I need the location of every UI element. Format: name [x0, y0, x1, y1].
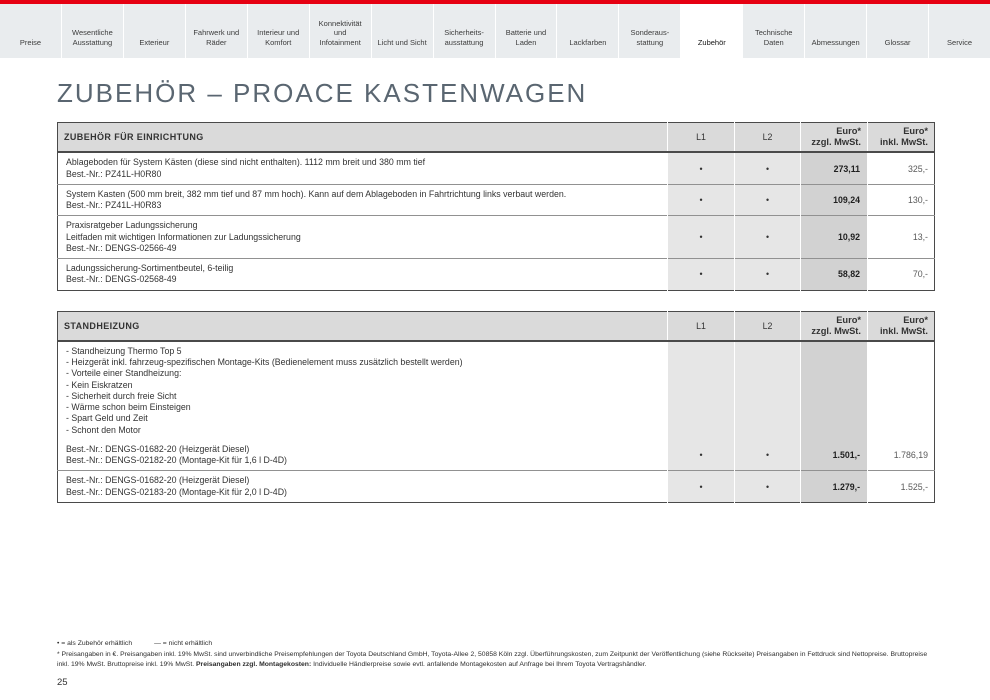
item-description — [58, 471, 668, 503]
gross-price: 13,- — [868, 216, 935, 259]
feature-line: - Wärme schon beim Einsteigen — [66, 402, 191, 413]
item-description — [58, 259, 668, 291]
item-description — [58, 341, 668, 440]
tab-glossar[interactable]: Glossar — [867, 4, 928, 58]
gross-header-line1: Euro* — [903, 314, 928, 325]
part-number-line: Best.-Nr.: PZ41L-H0R80 — [66, 168, 162, 179]
column-header-l1: L1 — [668, 311, 735, 341]
gross-price: 70,- — [868, 259, 935, 291]
net-header-line1: Euro* — [836, 126, 861, 136]
net-header-line2: zzgl. MwSt. — [811, 325, 861, 336]
availability-dot-l2: • — [735, 471, 801, 503]
table-section-title: STANDHEIZUNG — [58, 311, 668, 341]
net-price: 1.501,- — [801, 440, 868, 471]
accessories-table-einrichtung — [57, 122, 935, 291]
gross-price: 1.525,- — [868, 471, 935, 503]
feature-line: - Schont den Motor — [66, 424, 141, 435]
tab-interieur-und-komfort[interactable]: Interieur und Komfort — [248, 4, 309, 58]
table-row — [58, 216, 935, 259]
empty-cell — [668, 341, 735, 440]
part-number-line: Best.-Nr.: DENGS-02566-49 — [66, 242, 177, 253]
table-header-row — [58, 123, 935, 153]
availability-dot-l2: • — [735, 259, 801, 291]
net-price: 58,82 — [801, 259, 868, 291]
tab-navigation — [0, 0, 990, 58]
availability-dot-l2: • — [735, 152, 801, 184]
availability-dot-l1: • — [668, 259, 735, 291]
net-price: 10,92 — [801, 216, 868, 259]
net-header-line1: Euro* — [836, 314, 861, 325]
net-price: 1.279,- — [801, 471, 868, 503]
availability-dot-l1: • — [668, 152, 735, 184]
tab-technische-daten[interactable]: Technische Daten — [743, 4, 804, 58]
availability-dot-l1: • — [668, 216, 735, 259]
tab-sonderausstattung[interactable]: Sonderausstattung — [619, 4, 680, 58]
column-header-gross-price — [868, 123, 935, 153]
column-header-net-price — [801, 311, 868, 341]
feature-line: - Spart Geld und Zeit — [66, 413, 148, 424]
tab-abmessungen[interactable]: Abmessungen — [805, 4, 866, 58]
table-intro-row — [58, 341, 935, 440]
feature-line: - Sicherheit durch freie Sicht — [66, 390, 177, 401]
gross-price: 1.786,19 — [868, 440, 935, 471]
availability-dot-l2: • — [735, 440, 801, 471]
table-section-title: ZUBEHÖR FÜR EINRICHTUNG — [58, 123, 668, 153]
part-number-line: Best.-Nr.: DENGS-02183-20 (Montage-Kit für 2,0 l D-4D) — [66, 486, 287, 497]
net-price: 273,11 — [801, 152, 868, 184]
gross-price: 325,- — [868, 152, 935, 184]
item-description — [58, 184, 668, 216]
description-line: Ladungssicherung-Sortimentbeutel, 6-teilig — [66, 263, 234, 274]
availability-dot-l1: • — [668, 440, 735, 471]
table-row — [58, 440, 935, 471]
feature-line: - Heizgerät inkl. fahrzeug-spezifischen Montage-Kits (Bedienelement muss zusätzlich bestellt werden) — [66, 357, 463, 368]
table-row — [58, 471, 935, 503]
legend-available: • = als Zubehör erhältlich — [57, 640, 133, 648]
tab-konnektivitaet-und-infotainment[interactable]: Konnektivität und Infotainment — [310, 4, 371, 58]
empty-cell — [801, 341, 868, 440]
feature-line: - Kein Eiskratzen — [66, 379, 133, 390]
table-row — [58, 184, 935, 216]
column-header-l2: L2 — [735, 123, 801, 153]
net-header-line2: zzgl. MwSt. — [811, 137, 861, 148]
tab-zubehoer[interactable]: Zubehör — [681, 4, 742, 58]
tab-preise[interactable]: Preise — [0, 4, 61, 58]
availability-dot-l1: • — [668, 184, 735, 216]
table-row — [58, 152, 935, 184]
table-header-row — [58, 311, 935, 341]
column-header-gross-price — [868, 311, 935, 341]
column-header-l1: L1 — [668, 123, 735, 153]
part-number-line: Best.-Nr.: DENGS-02182-20 (Montage-Kit für 1,6 l D-4D) — [66, 455, 287, 466]
footnotes — [57, 639, 934, 670]
price-footnote — [57, 650, 934, 670]
net-price: 109,24 — [801, 184, 868, 216]
tab-exterieur[interactable]: Exterieur — [124, 4, 185, 58]
part-number-line: Best.-Nr.: DENGS-01682-20 (Heizgerät Diesel) — [66, 475, 250, 486]
column-header-net-price — [801, 123, 868, 153]
empty-cell — [735, 341, 801, 440]
description-line: Praxisratgeber Ladungssicherung — [66, 220, 198, 231]
tab-lackfarben[interactable]: Lackfarben — [557, 4, 618, 58]
description-line: Ablageboden für System Kästen (diese sind nicht enthalten). 1112 mm breit und 380 mm tief — [66, 157, 426, 168]
gross-header-line2: inkl. MwSt. — [879, 325, 928, 336]
tab-sicherheitsausstattung[interactable]: Sicherheitsausstattung — [434, 4, 495, 58]
page-number: 25 — [57, 677, 68, 688]
description-line: Leitfaden mit wichtigen Informationen zur Ladungssicherung — [66, 231, 301, 242]
description-line: System Kasten (500 mm breit, 382 mm tief und 87 mm hoch). Kann auf dem Ablageboden in Fahrtrichtung links verbaut werden. — [66, 188, 567, 199]
column-header-l2: L2 — [735, 311, 801, 341]
footnote-bold-text: Preisangaben zzgl. Montagekosten: — [196, 660, 312, 668]
item-description — [58, 440, 668, 471]
empty-cell — [868, 341, 935, 440]
legend-not-available: — = nicht erhältlich — [154, 640, 213, 648]
feature-line: - Standheizung Thermo Top 5 — [66, 345, 182, 356]
part-number-line: Best.-Nr.: PZ41L-H0R83 — [66, 200, 162, 211]
availability-dot-l1: • — [668, 471, 735, 503]
page-title: ZUBEHÖR – PROACE KASTENWAGEN — [57, 78, 588, 108]
part-number-line: Best.-Nr.: DENGS-01682-20 (Heizgerät Diesel) — [66, 443, 250, 454]
availability-legend — [57, 639, 934, 649]
gross-header-line2: inkl. MwSt. — [879, 137, 928, 148]
availability-dot-l2: • — [735, 184, 801, 216]
part-number-line: Best.-Nr.: DENGS-02568-49 — [66, 274, 177, 285]
tab-wesentliche-ausstattung[interactable]: Wesentliche Ausstattung — [62, 4, 123, 58]
item-description — [58, 152, 668, 184]
tab-service[interactable]: Service — [929, 4, 990, 58]
availability-dot-l2: • — [735, 216, 801, 259]
tab-batterie-und-laden[interactable]: Batterie und Laden — [496, 4, 557, 58]
feature-line: - Vorteile einer Standheizung: — [66, 368, 182, 379]
table-row — [58, 259, 935, 291]
gross-header-line1: Euro* — [903, 126, 928, 136]
item-description — [58, 216, 668, 259]
accessories-table-standheizung — [57, 311, 935, 503]
gross-price: 130,- — [868, 184, 935, 216]
footnote-text: Individuelle Händlerpreise sowie evtl. anfallende Montagekosten auf Anfrage bei Ihrem Toyota Vertragshändler. — [311, 660, 647, 668]
footnote-text: * Preisangaben in €. Preisangaben inkl. 19% MwSt. sind unverbindliche Preisempfehlungen der Toyota Deutschland GmbH, Toyota-Allee 2, 50858 Köln zzgl. Überführungskosten, zum Zeitpunkt der Veröffentlichung (siehe Rückseite) Preisangaben in Fettdruck sind Nettopreise. Bruttopreise inkl. 19% MwSt. Bruttopreise inkl. 19% MwSt. — [57, 650, 928, 668]
tab-fahrwerk-und-raeder[interactable]: Fahrwerk und Räder — [186, 4, 247, 58]
tab-licht-und-sicht[interactable]: Licht und Sicht — [372, 4, 433, 58]
